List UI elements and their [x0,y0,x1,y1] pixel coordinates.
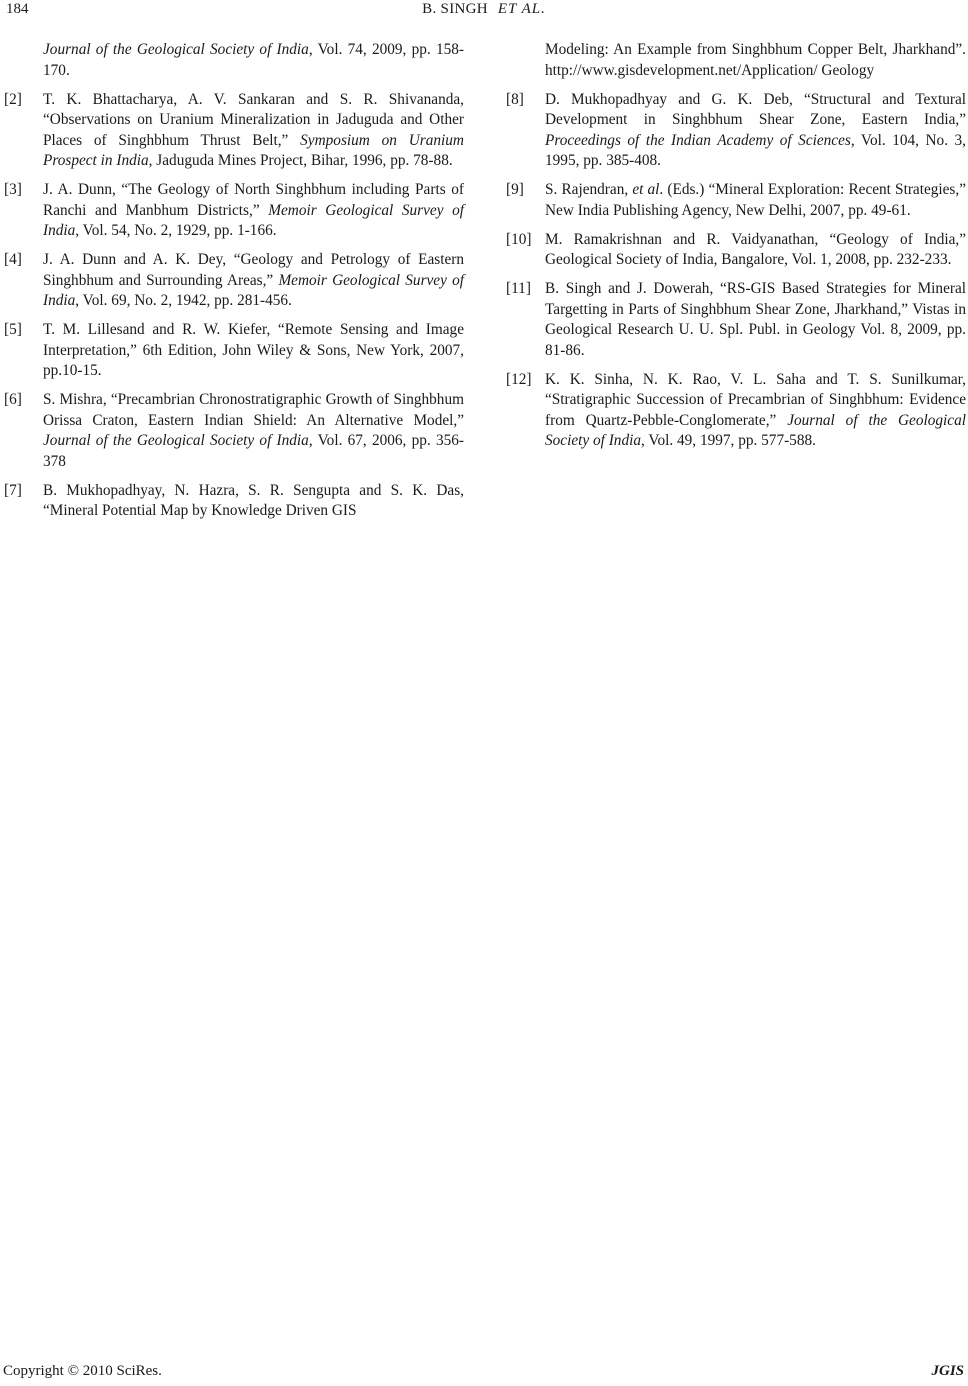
reference-text [43,481,464,522]
reference-number: [3] [4,181,22,198]
reference-entry [506,230,966,271]
reference-plain-text: J. A. Dunn and A. K. Dey, “Geology and Petrology of Eastern Singhbhum and Surrounding Areas,” [43,251,464,289]
reference-number: [6] [4,391,22,408]
reference-italic-text: Journal of the Geological Society of India [43,41,309,58]
running-author: B. SINGH [422,1,488,17]
reference-text [43,390,464,472]
reference-plain-text: , Vol. 104, No. 3, 1995, pp. 385-408. [545,131,967,169]
reference-entry [506,279,966,361]
reference-italic-text: Symposium on Uranium Prospect in India [43,131,464,169]
journal-abbreviation: JGIS [931,1363,964,1379]
reference-text [506,40,966,81]
reference-entry [506,180,966,221]
reference-entry [506,370,966,452]
reference-number: [7] [4,481,22,499]
reference-number: [8] [506,90,524,108]
reference-number: [9] [506,181,524,198]
copyright-notice: Copyright © 2010 SciRes. [3,1363,162,1379]
reference-plain-text: , Vol. 69, No. 2, 1942, pp. 281-456. [75,292,292,309]
reference-plain-text: B. Mukhopadhyay, N. Hazra, S. R. Sengupta and S. K. Das, “Mineral Potential Map by Knowledge Driven GIS [43,481,464,519]
reference-continuation [506,40,966,81]
reference-entry [506,90,966,172]
reference-text [545,230,966,271]
reference-number: [11] [506,280,531,297]
reference-text [545,90,966,172]
reference-plain-text: , Jaduguda Mines Project, Bihar, 1996, pp. 78-88. [148,152,453,169]
reference-plain-text: , Vol. 49, 1997, pp. 577-588. [641,432,816,449]
reference-italic-text: Memoir Geological Survey of India [43,271,465,309]
reference-number: [10] [506,230,532,248]
running-head [0,1,968,18]
reference-italic-text: Memoir Geological Survey of India [43,201,465,239]
reference-text [4,40,464,81]
reference-text [43,90,464,172]
running-etal: ET AL. [497,1,546,17]
reference-plain-text: , Vol. 54, No. 2, 1929, pp. 1-166. [75,222,277,239]
references-left-column [4,40,464,530]
reference-plain-text: J. A. Dunn, “The Geology of North Singhbhum including Parts of Ranchi and Manbhum Districts,” [43,181,464,219]
page-number: 184 [6,1,29,17]
reference-text [545,180,966,221]
reference-plain-text: D. Mukhopadhyay and G. K. Deb, “Structural and Textural Development in Singhbhum Shear Zone, Eastern India,” [545,90,966,128]
reference-text [545,370,966,452]
reference-plain-text: , Vol. 74, 2009, pp. 158-170. [43,41,464,79]
reference-entry [4,250,464,312]
reference-text [545,279,966,361]
reference-italic-text: Proceedings of the Indian Academy of Sciences [545,131,851,149]
reference-continuation [4,40,464,81]
reference-entry [4,180,464,242]
reference-entry [4,390,464,472]
reference-plain-text: K. K. Sinha, N. K. Rao, V. L. Saha and T. S. Sunilkumar, “Stratigraphic Succession of Precambrian of Singhbhum: Evidence from Quartz-Pebble-Conglomerate,” [545,370,966,429]
reference-number: [2] [4,90,22,108]
reference-entry [4,481,464,522]
reference-plain-text: Modeling: An Example from Singhbhum Copper Belt, Jharkhand”. http://www.gisdevelopment.net/Application/ Geology [545,41,966,79]
reference-plain-text: S. Rajendran, [545,181,633,198]
reference-number: [5] [4,321,22,338]
reference-plain-text: T. M. Lillesand and R. W. Kiefer, “Remote Sensing and Image Interpretation,” 6th Edition, John Wiley & Sons, New York, 2007, pp.10-15. [43,321,464,379]
reference-plain-text: B. Singh and J. Dowerah, “RS-GIS Based Strategies for Mineral Targetting in Parts of Singhbhum Shear Zone, Jharkhand,” Vistas in Geological Research U. U. Spl. Publ. in Geology Vol. 8, 2009, pp. 81-86. [545,280,966,359]
reference-italic-text: Journal of the Geological Society of India [43,432,309,449]
reference-plain-text: M. Ramakrishnan and R. Vaidyanathan, “Geology of India,” Geological Society of India, Bangalore, Vol. 1, 2008, pp. 232-233. [545,230,966,268]
reference-plain-text: T. K. Bhattacharya, A. V. Sankaran and S. R. Shivananda, “Observations on Uranium Mineralization in Jaduguda and Other Places of Singhbhum Thrust Belt,” [43,90,464,149]
reference-text [43,180,464,242]
reference-entry [4,90,464,172]
reference-entry [4,320,464,382]
references-right-column [506,40,966,460]
reference-italic-text: et al [632,181,660,198]
reference-number: [12] [506,370,532,388]
reference-number: [4] [4,251,22,268]
reference-plain-text: , Vol. 67, 2006, pp. 356-378 [43,432,464,470]
reference-italic-text: Journal of the Geological Society of India [545,411,966,449]
reference-plain-text: S. Mishra, “Precambrian Chronostratigraphic Growth of Singhbhum Orissa Craton, Eastern Indian Shield: An Alternative Model,” [43,391,464,429]
reference-plain-text: . (Eds.) “Mineral Exploration: Recent Strategies,” New India Publishing Agency, New Delhi, 2007, pp. 49-61. [545,181,966,219]
reference-text [43,320,464,382]
reference-text [43,250,464,312]
